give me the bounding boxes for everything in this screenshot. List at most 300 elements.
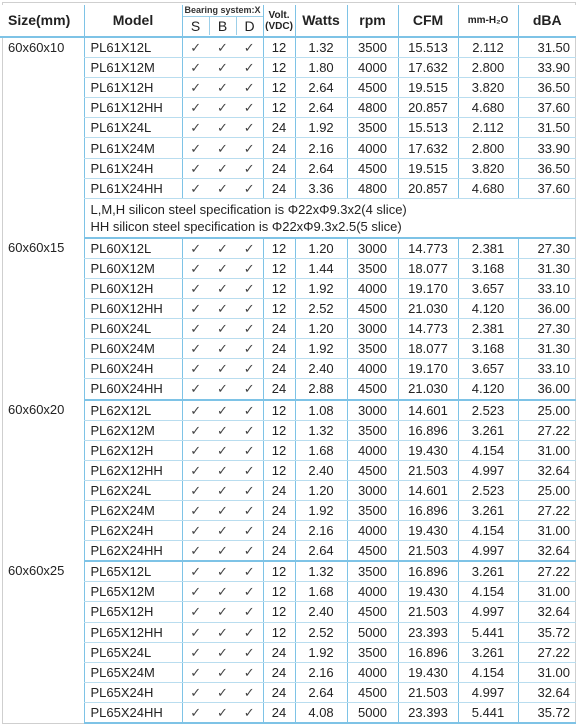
bearing-d-check: ✓ [236,359,263,379]
bearing-b-check: ✓ [209,642,236,662]
dba-cell: 25.00 [518,400,576,421]
dba-cell: 31.50 [518,37,576,58]
dba-cell: 33.90 [518,58,576,78]
water-pressure-cell: 4.997 [458,541,518,562]
water-pressure-cell: 2.112 [458,37,518,58]
header-bearing-title: Bearing system:X [184,5,261,15]
cfm-cell: 21.503 [398,682,458,702]
header-bearing-b: B [209,17,236,35]
water-pressure-cell: 3.261 [458,642,518,662]
dba-cell: 32.64 [518,541,576,562]
water-pressure-cell: 2.381 [458,319,518,339]
rpm-cell: 4500 [347,78,398,98]
table-row [0,602,576,622]
water-pressure-cell: 2.112 [458,118,518,138]
bearing-s-check: ✓ [182,400,209,421]
bearing-b-check: ✓ [209,118,236,138]
cfm-cell: 19.430 [398,662,458,682]
watts-cell: 1.44 [295,258,347,278]
rpm-cell: 4500 [347,682,398,702]
water-pressure-cell: 4.680 [458,178,518,198]
cfm-cell: 16.896 [398,420,458,440]
bearing-s-check: ✓ [182,379,209,400]
table-row [0,238,576,259]
water-pressure-cell: 2.381 [458,238,518,259]
cfm-cell: 19.170 [398,278,458,298]
table-row [0,521,576,541]
table-row [0,541,576,562]
rpm-cell: 3500 [347,561,398,582]
table-row [0,278,576,298]
model-cell: PL62X24M [84,500,182,520]
water-pressure-cell: 4.997 [458,682,518,702]
bearing-s-check: ✓ [182,37,209,58]
dba-cell: 35.72 [518,702,576,723]
table-header [0,5,576,37]
dba-cell: 33.10 [518,359,576,379]
bearing-s-check: ✓ [182,98,209,118]
bearing-s-check: ✓ [182,662,209,682]
volt-cell: 12 [263,582,295,602]
bearing-s-check: ✓ [182,500,209,520]
water-pressure-cell: 4.154 [458,440,518,460]
bearing-b-check: ✓ [209,602,236,622]
volt-cell: 12 [263,258,295,278]
bearing-b-check: ✓ [209,440,236,460]
bearing-b-check: ✓ [209,359,236,379]
volt-cell: 12 [263,400,295,421]
model-cell: PL65X12M [84,582,182,602]
volt-cell: 24 [263,521,295,541]
dba-cell: 32.64 [518,682,576,702]
dba-cell: 31.30 [518,258,576,278]
dba-cell: 27.22 [518,500,576,520]
volt-cell: 24 [263,319,295,339]
model-cell: PL61X12L [84,37,182,58]
cfm-cell: 21.030 [398,299,458,319]
cfm-cell: 14.773 [398,319,458,339]
cfm-cell: 23.393 [398,622,458,642]
cfm-cell: 19.170 [398,359,458,379]
bearing-d-check: ✓ [236,480,263,500]
table-row [0,178,576,198]
table-row [0,58,576,78]
model-cell: PL62X24L [84,480,182,500]
rpm-cell: 4500 [347,299,398,319]
cfm-cell: 20.857 [398,178,458,198]
model-cell: PL61X12HH [84,98,182,118]
dba-cell: 33.90 [518,138,576,158]
model-cell: PL65X24M [84,662,182,682]
cfm-cell: 19.515 [398,78,458,98]
bearing-d-check: ✓ [236,319,263,339]
bearing-d-check: ✓ [236,500,263,520]
water-pressure-cell: 3.261 [458,561,518,582]
watts-cell: 1.92 [295,642,347,662]
bearing-s-check: ✓ [182,278,209,298]
watts-cell: 3.36 [295,178,347,198]
volt-cell: 24 [263,642,295,662]
cfm-cell: 16.896 [398,561,458,582]
watts-cell: 2.16 [295,138,347,158]
bearing-d-check: ✓ [236,379,263,400]
header-bearing-system [182,5,263,37]
watts-cell: 1.32 [295,561,347,582]
model-cell: PL62X12HH [84,460,182,480]
watts-cell: 1.92 [295,118,347,138]
spec-note-cell [84,198,576,238]
water-pressure-cell: 3.820 [458,158,518,178]
bearing-s-check: ✓ [182,158,209,178]
bearing-b-check: ✓ [209,138,236,158]
bearing-b-check: ✓ [209,662,236,682]
watts-cell: 1.68 [295,582,347,602]
bearing-d-check: ✓ [236,37,263,58]
model-cell: PL60X12HH [84,299,182,319]
model-cell: PL65X12H [84,602,182,622]
model-cell: PL60X24L [84,319,182,339]
bearing-d-check: ✓ [236,258,263,278]
water-pressure-cell: 3.657 [458,278,518,298]
watts-cell: 2.52 [295,622,347,642]
watts-cell: 2.88 [295,379,347,400]
rpm-cell: 3500 [347,258,398,278]
spec-note: L,M,H silicon steel specification is Φ22xΦ9.3x2(4 slice) [90,201,407,217]
header-dba: dBA [518,5,576,37]
cfm-cell: 21.030 [398,379,458,400]
dba-cell: 36.00 [518,379,576,400]
dba-cell: 37.60 [518,98,576,118]
watts-cell: 2.16 [295,662,347,682]
watts-cell: 2.16 [295,521,347,541]
volt-cell: 24 [263,178,295,198]
fan-spec-table [0,5,576,724]
rpm-cell: 3500 [347,500,398,520]
cfm-cell: 19.430 [398,521,458,541]
volt-cell: 12 [263,420,295,440]
bearing-d-check: ✓ [236,238,263,259]
volt-cell: 12 [263,98,295,118]
volt-cell: 12 [263,58,295,78]
bearing-d-check: ✓ [236,420,263,440]
dba-cell: 36.50 [518,78,576,98]
cfm-cell: 14.773 [398,238,458,259]
header-rpm: rpm [347,5,398,37]
rpm-cell: 4000 [347,138,398,158]
model-cell: PL60X12H [84,278,182,298]
header-volt [263,5,295,37]
table-row [0,582,576,602]
table-row [0,98,576,118]
table-row [0,420,576,440]
cfm-cell: 17.632 [398,58,458,78]
bearing-s-check: ✓ [182,58,209,78]
volt-cell: 24 [263,662,295,682]
volt-cell: 24 [263,480,295,500]
water-pressure-cell: 5.441 [458,702,518,723]
table-row [0,662,576,682]
table-row [0,480,576,500]
bearing-d-check: ✓ [236,400,263,421]
bearing-s-check: ✓ [182,460,209,480]
volt-cell: 12 [263,299,295,319]
watts-cell: 1.20 [295,238,347,259]
watts-cell: 1.32 [295,420,347,440]
bearing-b-check: ✓ [209,158,236,178]
cfm-cell: 18.077 [398,339,458,359]
bearing-d-check: ✓ [236,561,263,582]
water-pressure-cell: 4.680 [458,98,518,118]
cfm-cell: 14.601 [398,400,458,421]
bearing-s-check: ✓ [182,541,209,562]
dba-cell: 27.22 [518,420,576,440]
bearing-d-check: ✓ [236,178,263,198]
header-model: Model [84,5,182,37]
volt-cell: 12 [263,78,295,98]
rpm-cell: 3000 [347,238,398,259]
bearing-b-check: ✓ [209,420,236,440]
model-cell: PL65X24HH [84,702,182,723]
table-row [0,642,576,662]
bearing-b-check: ✓ [209,682,236,702]
dba-cell: 36.00 [518,299,576,319]
dba-cell: 31.30 [518,339,576,359]
rpm-cell: 5000 [347,702,398,723]
size-cell: 60x60x20 [8,401,65,417]
bearing-d-check: ✓ [236,702,263,723]
watts-cell: 2.40 [295,460,347,480]
water-pressure-cell: 3.261 [458,500,518,520]
size-cell: 60x60x10 [8,40,65,55]
model-cell: PL62X24H [84,521,182,541]
rpm-cell: 4800 [347,178,398,198]
dba-cell: 27.30 [518,238,576,259]
rpm-cell: 3500 [347,339,398,359]
dba-cell: 32.64 [518,460,576,480]
rpm-cell: 4800 [347,98,398,118]
model-cell: PL61X24M [84,138,182,158]
volt-cell: 12 [263,622,295,642]
dba-cell: 31.50 [518,118,576,138]
bearing-b-check: ✓ [209,582,236,602]
header-watts: Watts [295,5,347,37]
table-row [0,622,576,642]
bearing-b-check: ✓ [209,258,236,278]
watts-cell: 1.92 [295,339,347,359]
cfm-cell: 21.503 [398,460,458,480]
bearing-b-check: ✓ [209,561,236,582]
bearing-s-check: ✓ [182,299,209,319]
bearing-s-check: ✓ [182,238,209,259]
volt-cell: 12 [263,602,295,622]
watts-cell: 1.92 [295,500,347,520]
bearing-s-check: ✓ [182,138,209,158]
bearing-b-check: ✓ [209,278,236,298]
rpm-cell: 3500 [347,420,398,440]
watts-cell: 1.32 [295,37,347,58]
table-row [0,118,576,138]
watts-cell: 1.80 [295,58,347,78]
table-row [0,561,576,582]
water-pressure-cell: 4.120 [458,299,518,319]
water-pressure-cell: 2.523 [458,480,518,500]
watts-cell: 1.68 [295,440,347,460]
water-pressure-cell: 4.154 [458,521,518,541]
watts-cell: 2.64 [295,541,347,562]
model-cell: PL65X24L [84,642,182,662]
rpm-cell: 4500 [347,158,398,178]
bearing-b-check: ✓ [209,339,236,359]
table-row [0,359,576,379]
rpm-cell: 4000 [347,582,398,602]
rpm-cell: 4000 [347,662,398,682]
bearing-b-check: ✓ [209,622,236,642]
table-row [0,400,576,421]
bearing-s-check: ✓ [182,440,209,460]
rpm-cell: 3000 [347,319,398,339]
spec-note: HH silicon steel specification is Φ22xΦ9.3x2.5(5 slice) [90,218,402,234]
bearing-d-check: ✓ [236,662,263,682]
water-pressure-cell: 2.800 [458,58,518,78]
table-row [0,440,576,460]
dba-cell: 35.72 [518,622,576,642]
bearing-d-check: ✓ [236,339,263,359]
bearing-b-check: ✓ [209,460,236,480]
dba-cell: 31.00 [518,440,576,460]
volt-cell: 12 [263,460,295,480]
bearing-s-check: ✓ [182,118,209,138]
cfm-cell: 23.393 [398,702,458,723]
volt-cell: 12 [263,37,295,58]
bearing-b-check: ✓ [209,379,236,400]
cfm-cell: 20.857 [398,98,458,118]
water-pressure-cell: 3.168 [458,258,518,278]
bearing-d-check: ✓ [236,521,263,541]
watts-cell: 4.08 [295,702,347,723]
watts-cell: 2.40 [295,359,347,379]
dba-cell: 27.22 [518,642,576,662]
bearing-s-check: ✓ [182,480,209,500]
volt-cell: 12 [263,238,295,259]
rpm-cell: 4000 [347,58,398,78]
bearing-d-check: ✓ [236,602,263,622]
cfm-cell: 21.503 [398,602,458,622]
volt-cell: 24 [263,682,295,702]
bearing-d-check: ✓ [236,98,263,118]
water-pressure-cell: 5.441 [458,622,518,642]
bearing-s-check: ✓ [182,561,209,582]
water-pressure-cell: 3.168 [458,339,518,359]
bearing-d-check: ✓ [236,299,263,319]
model-cell: PL62X12M [84,420,182,440]
header-bearing-letters [183,17,263,35]
header-bearing-d: D [236,17,263,35]
watts-cell: 2.40 [295,602,347,622]
rpm-cell: 3500 [347,37,398,58]
cfm-cell: 15.513 [398,37,458,58]
rpm-cell: 4500 [347,379,398,400]
bearing-d-check: ✓ [236,460,263,480]
bearing-d-check: ✓ [236,78,263,98]
bearing-d-check: ✓ [236,682,263,702]
volt-cell: 12 [263,440,295,460]
bearing-b-check: ✓ [209,500,236,520]
dba-cell: 32.64 [518,602,576,622]
bearing-b-check: ✓ [209,299,236,319]
dba-cell: 33.10 [518,278,576,298]
table-row [0,299,576,319]
watts-cell: 1.20 [295,319,347,339]
bearing-b-check: ✓ [209,98,236,118]
cfm-cell: 19.430 [398,440,458,460]
rpm-cell: 5000 [347,622,398,642]
table-row [0,379,576,400]
rpm-cell: 4500 [347,541,398,562]
bearing-s-check: ✓ [182,319,209,339]
dba-cell: 31.00 [518,582,576,602]
table-row [0,37,576,58]
bearing-d-check: ✓ [236,582,263,602]
water-pressure-cell: 4.154 [458,582,518,602]
water-pressure-cell: 4.120 [458,379,518,400]
watts-cell: 2.64 [295,98,347,118]
cfm-cell: 19.515 [398,158,458,178]
dba-cell: 36.50 [518,158,576,178]
volt-cell: 24 [263,359,295,379]
dba-cell: 37.60 [518,178,576,198]
water-pressure-cell: 4.997 [458,602,518,622]
volt-cell: 24 [263,158,295,178]
cfm-cell: 19.430 [398,582,458,602]
model-cell: PL65X12HH [84,622,182,642]
bearing-d-check: ✓ [236,158,263,178]
model-cell: PL60X12M [84,258,182,278]
rpm-cell: 4000 [347,278,398,298]
bearing-s-check: ✓ [182,582,209,602]
bearing-b-check: ✓ [209,702,236,723]
volt-cell: 24 [263,138,295,158]
header-volt-line2: (VDC) [265,20,293,32]
watts-cell: 2.64 [295,682,347,702]
header-volt-line1: Volt. [268,9,290,21]
model-cell: PL65X12L [84,561,182,582]
water-pressure-cell: 4.154 [458,662,518,682]
bearing-d-check: ✓ [236,118,263,138]
size-cell: 60x60x25 [8,563,65,579]
model-cell: PL61X12H [84,78,182,98]
rpm-cell: 4000 [347,521,398,541]
model-cell: PL61X24H [84,158,182,178]
bearing-d-check: ✓ [236,642,263,662]
rpm-cell: 3500 [347,642,398,662]
bearing-s-check: ✓ [182,339,209,359]
rpm-cell: 4500 [347,602,398,622]
cfm-cell: 15.513 [398,118,458,138]
watts-cell: 2.64 [295,78,347,98]
bearing-b-check: ✓ [209,521,236,541]
table-row [0,319,576,339]
table-row [0,500,576,520]
bearing-s-check: ✓ [182,521,209,541]
cfm-cell: 17.632 [398,138,458,158]
model-cell: PL61X24HH [84,178,182,198]
volt-cell: 24 [263,500,295,520]
cfm-cell: 16.896 [398,642,458,662]
bearing-b-check: ✓ [209,58,236,78]
bearing-d-check: ✓ [236,440,263,460]
dba-cell: 25.00 [518,480,576,500]
size-cell: 60x60x15 [8,239,65,255]
